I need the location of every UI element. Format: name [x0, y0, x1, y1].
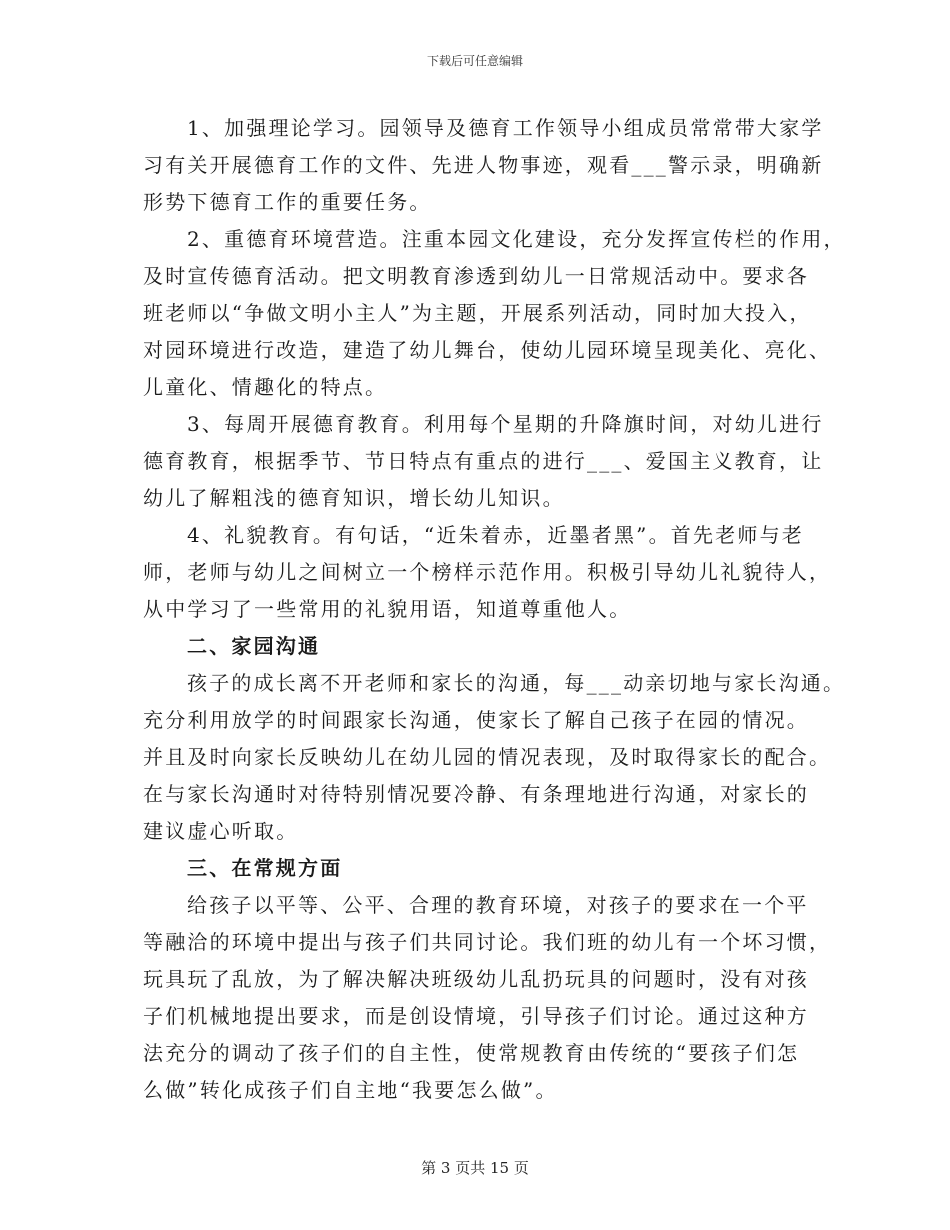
body-line: 3、每周开展德育教育。利用每个星期的升降旗时间，对幼儿进行 [187, 412, 824, 436]
body-line: 孩子的成长离不开老师和家长的沟通，每___动亲切地与家长沟通。 [187, 671, 846, 695]
body-line: 从中学习了一些常用的礼貌用语，知道尊重他人。 [143, 597, 632, 621]
page-header-note: 下载后可任意编辑 [426, 54, 523, 68]
body-line: 及时宣传德育活动。把文明教育渗透到幼儿一日常规活动中。要求各 [143, 264, 809, 288]
body-line: 形势下德育工作的重要任务。 [143, 190, 432, 214]
body-line: 师，老师与幼儿之间树立一个榜样示范作用。积极引导幼儿礼貌待人， [143, 560, 832, 584]
body-line: 习有关开展德育工作的文件、先进人物事迹，观看___警示录，明确新 [143, 153, 824, 177]
body-line: 玩具玩了乱放，为了解决解决班级幼儿乱扔玩具的问题时，没有对孩 [143, 967, 809, 991]
body-line: 法充分的调动了孩子们的自主性，使常规教育由传统的“要孩子们怎 [143, 1041, 800, 1065]
body-line: 1、加强理论学习。园领导及德育工作领导小组成员常常带大家学 [187, 116, 824, 140]
body-line: 子们机械地提出要求，而是创设情境，引导孩子们讨论。通过这种方 [143, 1004, 809, 1028]
body-line: 2、重德育环境营造。注重本园文化建设，充分发挥宣传栏的作用， [187, 227, 846, 251]
body-line: 等融洽的环境中提出与孩子们共同讨论。我们班的幼儿有一个坏习惯， [143, 930, 832, 954]
body-line: 4、礼貌教育。有句话，“近朱着赤，近墨者黑”。首先老师与老 [187, 523, 804, 547]
body-line: 么做”转化成孩子们自主地“我要怎么做”。 [143, 1078, 558, 1102]
body-line: 儿童化、情趣化的特点。 [143, 375, 388, 399]
body-line: 并且及时向家长反映幼儿在幼儿园的情况表现，及时取得家长的配合。 [143, 745, 832, 769]
body-line: 充分利用放学的时间跟家长沟通，使家长了解自己孩子在园的情况。 [143, 708, 809, 732]
body-line: 幼儿了解粗浅的德育知识，增长幼儿知识。 [143, 486, 565, 510]
body-line: 德育教育，根据季节、节日特点有重点的进行___、爱国主义教育，让 [143, 449, 824, 473]
body-line: 对园环境进行改造，建造了幼儿舞台，使幼儿园环境呈现美化、亮化、 [143, 338, 832, 362]
section-heading: 二、家园沟通 [187, 634, 321, 658]
body-line: 给孩子以平等、公平、合理的教育环境，对孩子的要求在一个平 [187, 893, 809, 917]
body-line: 建议虚心听取。 [143, 819, 299, 843]
body-line: 班老师以“争做文明小主人”为主题，开展系列活动，同时加大投入， [143, 301, 812, 325]
page-footer-page-number: 第 3 页共 15 页 [421, 1159, 529, 1177]
section-heading: 三、在常规方面 [187, 856, 343, 880]
body-line: 在与家长沟通时对待特别情况要冷静、有条理地进行沟通，对家长的 [143, 782, 809, 806]
